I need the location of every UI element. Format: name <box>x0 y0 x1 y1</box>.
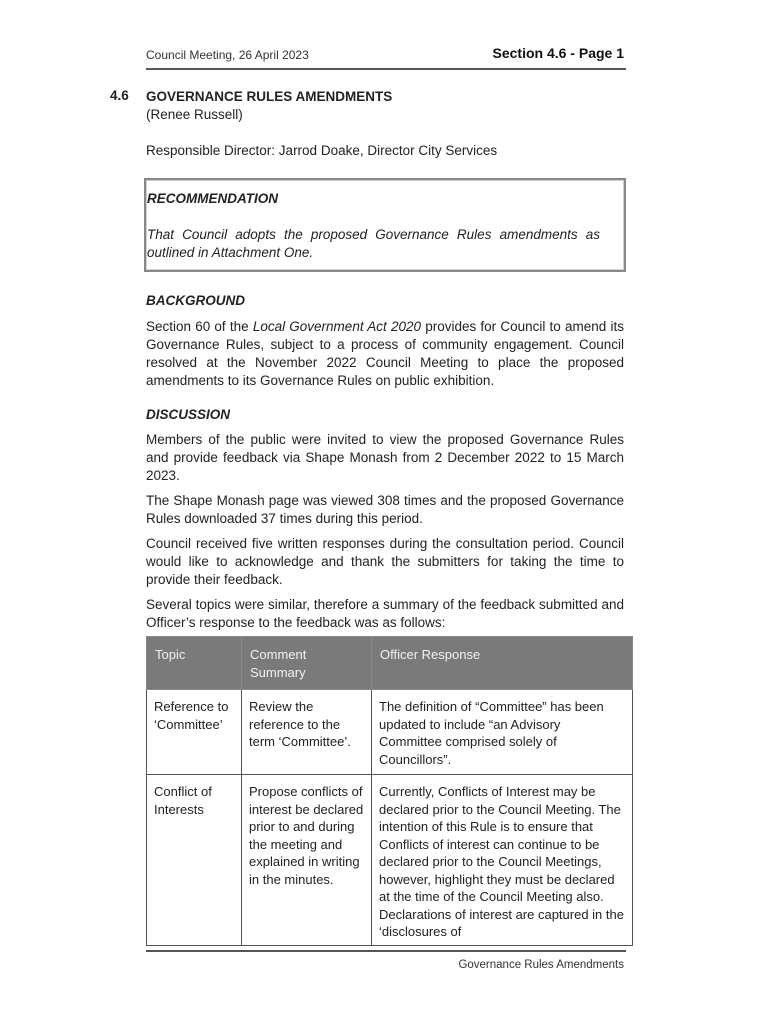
footer-divider <box>146 950 626 952</box>
item-title: GOVERNANCE RULES AMENDMENTS <box>146 89 393 104</box>
cell-comment: Review the reference to the term ‘Committee’. <box>242 690 372 775</box>
meeting-date: Council Meeting, 26 April 2023 <box>146 48 309 62</box>
recommendation-text: That Council adopts the proposed Governance Rules amendments as outlined in Attachment One. <box>147 227 600 260</box>
background-text-after: provides for Council to amend its Governance Rules, subject to a process of community engagement. Council resolved at the November 2022 Council Meeting to place the proposed amendments to its Governance Rules on public exhibition. <box>146 319 624 388</box>
discussion-paragraph: The Shape Monash page was viewed 308 times and the proposed Governance Rules downloaded 37 times during this period. <box>146 493 624 526</box>
header-topic: Topic <box>147 637 242 690</box>
responsible-director: Responsible Director: Jarrod Doake, Director City Services <box>146 143 498 158</box>
item-number: 4.6 <box>110 88 129 103</box>
background-text-before: Section 60 of the <box>146 319 253 334</box>
section-page-number: Section 4.6 - Page 1 <box>492 45 624 61</box>
header-officer-response: Officer Response <box>372 637 633 690</box>
cell-comment: Propose conflicts of interest be declared prior to and during the meeting and explained in writing in the minutes. <box>242 775 372 946</box>
table-row <box>147 690 633 775</box>
discussion-paragraph: Members of the public were invited to view the proposed Governance Rules and provide feedback via Shape Monash from 2 December 2022 to 15 March 2023. <box>146 432 624 483</box>
recommendation-title: RECOMMENDATION <box>147 191 278 206</box>
discussion-paragraph: Several topics were similar, therefore a summary of the feedback submitted and Officer’s response to the feedback was as follows: <box>146 597 624 630</box>
discussion-heading: DISCUSSION <box>146 407 231 422</box>
cell-response: Currently, Conflicts of Interest may be declared prior to the Council Meeting. The intention of this Rule is to ensure that Conflicts of interest can continue to be declared prior to the Council Meetings, however, highlight they must be declared at the time of the Council Meeting also. Declarations of interest are captured in the ‘disclosures of <box>372 775 633 946</box>
background-heading: BACKGROUND <box>146 293 245 308</box>
act-name: Local Government Act 2020 <box>252 319 421 334</box>
background-paragraph <box>146 318 624 390</box>
cell-response: The definition of “Committee” has been updated to include “an Advisory Committee comprised solely of Councillors”. <box>372 690 633 775</box>
report-body <box>146 88 624 632</box>
header-comment-summary: Comment Summary <box>242 637 372 690</box>
feedback-table <box>146 636 633 946</box>
recommendation-box <box>144 178 626 272</box>
page-header <box>146 44 626 70</box>
cell-topic: Conflict of Interests <box>147 775 242 946</box>
item-author: (Renee Russell) <box>146 107 243 122</box>
table-header-row <box>147 637 633 690</box>
footer-title: Governance Rules Amendments <box>458 959 624 971</box>
discussion-paragraph: Council received five written responses during the consultation period. Council would like to acknowledge and thank the submitters for taking the time to provide their feedback. <box>146 536 624 587</box>
cell-topic: Reference to ‘Committee’ <box>147 690 242 775</box>
table-row <box>147 775 633 946</box>
